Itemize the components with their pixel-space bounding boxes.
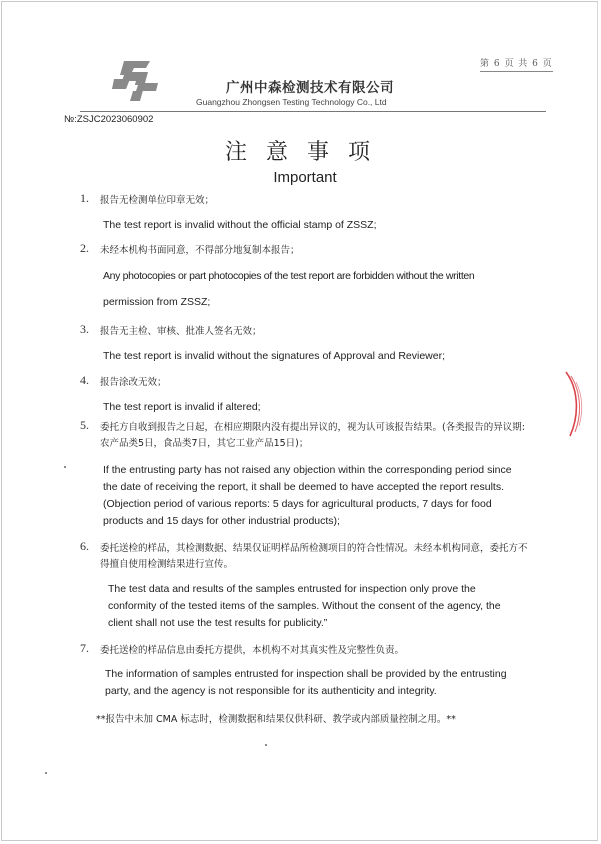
item-text-cn: 委托方自收到报告之日起，在相应期限内没有提出异议的，视为认可该报告结果。(各类报告的异议期: xyxy=(100,422,525,433)
title-en: Important xyxy=(273,169,337,186)
item-text-en: client shall not use the test results for publicity.” xyxy=(108,617,328,629)
report-number: №:ZSJC2023060902 xyxy=(64,114,154,125)
item-text-en: products and 15 days for other industrial products); xyxy=(103,515,340,527)
header-divider xyxy=(80,111,546,112)
company-logo-icon xyxy=(110,57,160,105)
item-text-en: party, and the agency is not responsible for its authenticity and integrity. xyxy=(105,685,437,697)
stamp-edge-mark xyxy=(562,370,586,438)
company-name-en: Guangzhou Zhongsen Testing Technology Co., Ltd xyxy=(196,97,387,107)
item-text-en: The test data and results of the samples entrusted for inspection only prove the xyxy=(108,583,476,595)
item-number: 2. xyxy=(80,241,89,255)
item-text-cn: 报告无主检、审核、批准人签名无效； xyxy=(100,326,262,337)
item-text-en: If the entrusting party has not raised any objection within the corresponding period since xyxy=(103,464,512,476)
item-text-cn: 未经本机构书面同意，不得部分地复制本报告； xyxy=(100,245,300,256)
item-text-cn: 委托送检的样品信息由委托方提供，本机构不对其真实性及完整性负责。 xyxy=(100,645,405,656)
item-text-en: The test report is invalid without the signatures of Approval and Reviewer; xyxy=(103,350,446,362)
item-text-en: (Objection period of various reports: 5 days for agricultural products, 7 days for food xyxy=(103,498,492,510)
item-text-en: The test report is invalid if altered; xyxy=(103,401,261,413)
title-cn: 注 意 事 项 xyxy=(225,140,376,165)
item-text-en: The information of samples entrusted for inspection shall be provided by the entrusting xyxy=(105,668,507,680)
item-text-cn: 农产品类5日，食品类7日，其它工业产品15日)； xyxy=(100,438,309,449)
item-text-cn: 报告涂改无效； xyxy=(100,377,167,388)
scan-speck xyxy=(45,772,47,774)
item-number: 6. xyxy=(80,539,89,553)
scan-speck xyxy=(64,466,66,468)
item-number: 3. xyxy=(80,322,89,336)
item-text-en: permission from ZSSZ; xyxy=(103,296,211,308)
page-number: 第 6 页 共 6 页 xyxy=(480,56,553,72)
scan-speck xyxy=(265,744,267,746)
company-name-cn: 广州中森检测技术有限公司 xyxy=(226,80,394,96)
item-number: 7. xyxy=(80,641,89,655)
item-text-en: conformity of the tested items of the samples. Without the consent of the agency, the xyxy=(108,600,501,612)
item-text-cn: 得擅自使用检测结果进行宣传。 xyxy=(100,559,234,570)
item-text-en: The test report is invalid without the official stamp of ZSSZ; xyxy=(103,219,377,231)
cma-footnote: **报告中未加 CMA 标志时，检测数据和结果仅供科研、教学或内部质量控制之用。** xyxy=(96,714,456,725)
item-text-en: Any photocopies or part photocopies of the test report are forbidden without the written xyxy=(103,270,475,282)
item-text-en: the date of receiving the report, it shall be deemed to have accepted the report results. xyxy=(103,481,504,493)
item-text-cn: 委托送检的样品，其检测数据、结果仅证明样品所检测项目的符合性情况。未经本机构同意，委托方不 xyxy=(100,543,528,554)
item-number: 5. xyxy=(80,418,89,432)
item-text-cn: 报告无检测单位印章无效； xyxy=(100,195,215,206)
item-number: 4. xyxy=(80,373,89,387)
item-number: 1. xyxy=(80,191,89,205)
